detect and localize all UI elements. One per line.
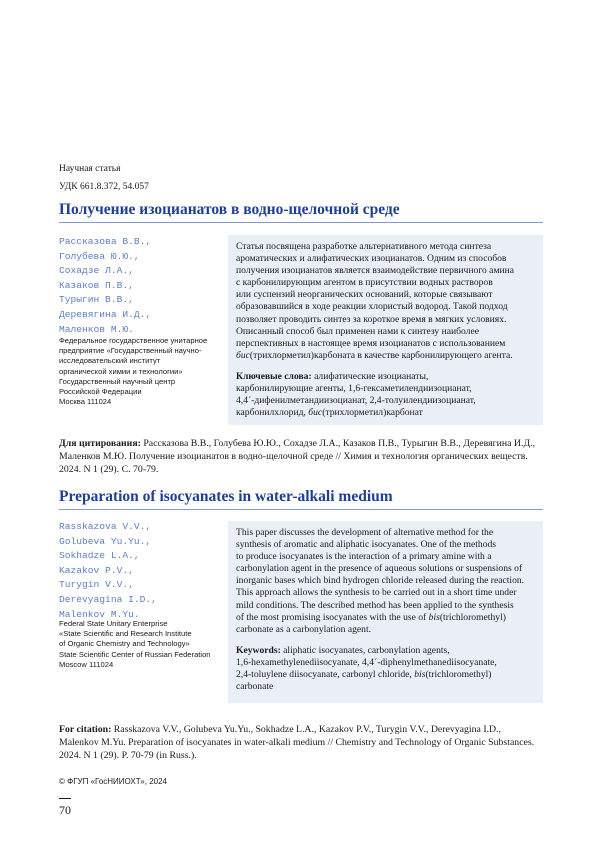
citation-line <box>59 723 543 736</box>
org-line: исследовательский институт <box>59 356 161 366</box>
org-line: Federal State Unitary Enterprise <box>59 619 168 628</box>
keywords-line: carbonate <box>236 681 274 693</box>
abstract-line: carbonylation agent in the presence of aqueous solutions or suspensions of <box>236 563 523 575</box>
abstract-text: (трихлорметил)карбоната в качестве карбонилирующего агента. <box>249 349 513 361</box>
abstract-line: synthesis of aromatic and aliphatic isocyanates. One of the methods <box>236 539 497 551</box>
article-type: Научная статья <box>59 164 121 174</box>
abstract-line: This paper discusses the development of alternative method for the <box>236 527 494 538</box>
org-line: Федеральное государственное унитарное <box>59 336 208 345</box>
authors-ru <box>59 235 151 337</box>
citation-line: Malenkov M.Yu. Preparation of isocyanates in water-alkali medium // Chemistry and Technology of Organic Substances. <box>59 737 535 748</box>
keywords-text: 2,4-toluylene diisocyanate, carbonyl chloride, <box>236 669 415 681</box>
citation-text: Rasskazova V.V., Golubeva Yu.Yu., Sokhadze L.A., Kazakov P.V., Turygin V.V., Derevyagina I.D., <box>111 724 502 735</box>
keywords-line: карбонилирующие агенты, 1,6-гексаметилендиизоцианат, <box>236 383 472 395</box>
org-line: предприятие «Государственный научно- <box>59 346 202 356</box>
abstract-line: Статья посвящена разработке альтернативного метода синтеза <box>236 241 492 252</box>
citation-line: 2024. N 1 (29). P. 70-79 (in Russ.). <box>59 750 197 761</box>
abstract-line: или суспензий неорганических оснований, которые связывают <box>236 289 493 301</box>
udc-code: УДК 661.8.372, 54.057 <box>59 182 149 192</box>
italic-bis: bis <box>414 669 426 681</box>
citation-ru <box>59 437 543 476</box>
abstract-line: позволяет проводить синтез за короткое время в мягких условиях. <box>236 313 507 325</box>
abstract-line: carbonate as a carbonylation agent. <box>236 623 372 635</box>
citation-line: Маленков М.Ю. Получение изоцианатов в водно-щелочной среде // Химия и технология органических веществ. <box>59 451 528 462</box>
keywords-text: (трихлорметил)карбонат <box>322 407 423 419</box>
organization-en <box>59 619 211 670</box>
citation-line <box>59 437 543 450</box>
keywords-en <box>236 645 535 657</box>
author: Деревягина И.Д., <box>59 308 152 320</box>
author: Казаков П.В., <box>59 279 134 291</box>
abstract-line <box>236 612 535 624</box>
keywords-line: 4,4´-дифенилметандиизоцианат, 2,4-толуилендиизоцианат, <box>236 395 476 407</box>
abstract-line: Описанный способ был применен нами к синтезу наиболее <box>236 325 479 337</box>
author: Rasskazova V.V., <box>59 521 152 532</box>
italic-bis: bis <box>428 611 440 623</box>
org-line: органической химии и технологии» <box>59 366 183 376</box>
page-number: 70 <box>59 803 71 817</box>
abstract-line: перспективных в настоящее время изоцианатов с использованием <box>236 337 506 349</box>
abstract-line: This approach allows the synthesis to be carried out in a short time under <box>236 587 517 599</box>
abstract-en <box>228 521 543 703</box>
author: Голубева Ю.Ю., <box>59 250 140 262</box>
abstract-text: of the most promising isocyanates with the use of <box>236 611 429 623</box>
abstract-line: mild conditions. The described method has been applied to the synthesis <box>236 599 514 611</box>
citation-label: For citation: <box>59 724 112 735</box>
keywords-text: алифатические изоцианаты, <box>311 370 429 382</box>
citation-text: Рассказова В.В., Голубева Ю.Ю., Сохадзе Л.А., Казаков П.В., Турыгин В.В., Деревягина И.Д., <box>140 438 536 449</box>
author: Derevyagina I.D., <box>59 593 157 605</box>
citation-en <box>59 723 543 762</box>
author: Kazakov P.V., <box>59 564 134 576</box>
abstract-line: получения изоцианатов является взаимодействие первичного амина <box>236 265 515 277</box>
author: Golubeva Yu.Yu., <box>59 535 152 547</box>
keywords-line <box>236 669 535 681</box>
title-ru-rule <box>59 222 543 223</box>
abstract-line: ароматических и алифатических изоцианатов. Одним из способов <box>236 253 507 265</box>
title-en-rule <box>59 509 543 510</box>
abstract-text: (trichloromethyl) <box>439 611 506 623</box>
keywords-text: (trichloromethyl) <box>425 669 492 681</box>
keywords-label: Ключевые слова: <box>236 370 312 382</box>
copyright: © ФГУП «ГосНИИОХТ», 2024 <box>59 777 167 786</box>
authors-en <box>59 520 157 622</box>
abstract-line: с карбонилирующим агентом в присутствии водных растворов <box>236 277 493 289</box>
org-line: «State Scientific and Research Institute <box>59 629 192 639</box>
org-line: Москва 111024 <box>59 397 112 407</box>
title-ru: Получение изоцианатов в водно-щелочной среде <box>59 201 400 218</box>
author: Turygin V.V., <box>59 579 134 591</box>
author: Malenkov M.Yu. <box>59 608 140 620</box>
author: Sokhadze L.A., <box>59 550 140 562</box>
org-line: of Organic Chemistry and Technology» <box>59 639 190 649</box>
org-line: Moscow 111024 <box>59 659 114 669</box>
italic-bis: бис <box>236 349 250 361</box>
citation-label: Для цитирования: <box>59 438 141 449</box>
keywords-ru <box>236 371 535 383</box>
author: Сохадзе Л.А., <box>59 265 134 277</box>
organization-ru <box>59 336 207 407</box>
keywords-text: карбонилхлорид, <box>236 407 309 419</box>
italic-bis: бис <box>308 407 323 419</box>
keywords-label: Keywords: <box>236 644 281 656</box>
author: Маленков М.Ю. <box>59 323 134 335</box>
abstract-line: inorganic bases which bind hydrogen chloride released during the reaction. <box>236 575 525 587</box>
abstract-line <box>236 350 535 362</box>
abstract-ru <box>228 235 543 425</box>
org-line: Государственный научный центр <box>59 376 176 386</box>
author: Рассказова В.В., <box>59 236 152 247</box>
abstract-line: to produce isocyanates is the interaction of a primary amine with a <box>236 551 492 563</box>
keywords-line <box>236 407 535 419</box>
keywords-text: aliphatic isocyanates, carbonylation agents, <box>280 644 450 656</box>
title-en: Preparation of isocyanates in water-alkali medium <box>59 488 393 505</box>
org-line: Российской Федерации <box>59 387 142 397</box>
citation-line: 2024. N 1 (29). С. 70-79. <box>59 464 159 475</box>
keywords-line: 1,6-hexamethylenediisocyanate, 4,4´-diphenylmethanediisocyanate, <box>236 656 497 668</box>
org-line: State Scientific Center of Russian Federation <box>59 649 211 659</box>
author: Турыгин В.В., <box>59 294 134 306</box>
abstract-line: образовавшийся в ходе реакции хлористый водород. Такой подход <box>236 301 508 313</box>
page-number-rule <box>59 798 71 799</box>
